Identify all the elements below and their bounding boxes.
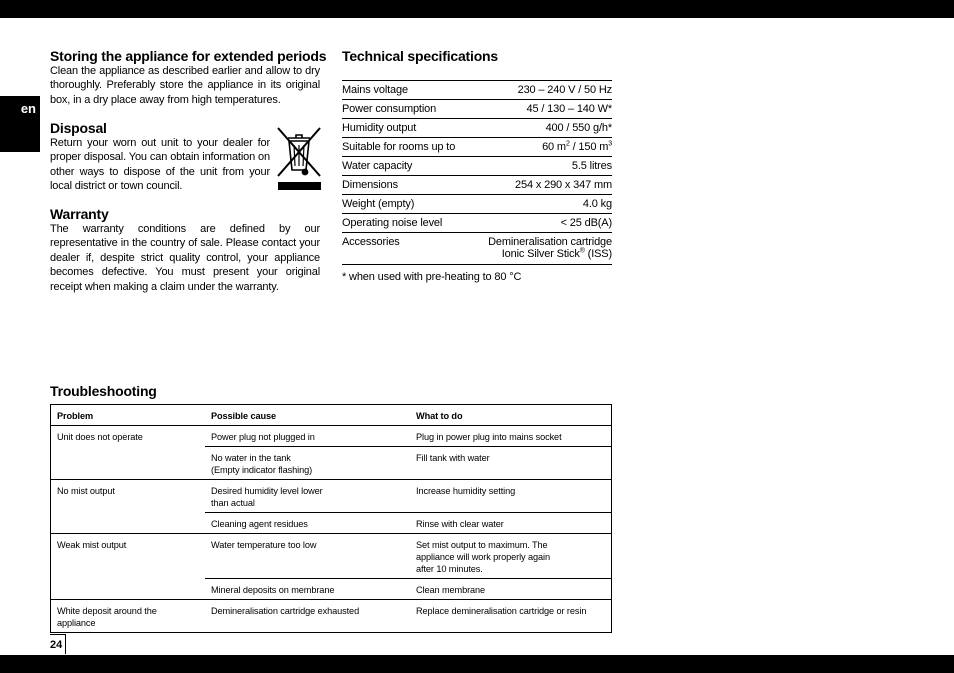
spec-value [471, 138, 612, 157]
language-tab: en [0, 96, 40, 152]
action-line: after 10 minutes. [416, 564, 483, 574]
table-header-row [51, 405, 612, 426]
action-cell: Clean membrane [410, 579, 612, 600]
specs-table [342, 80, 612, 265]
table-row [51, 534, 612, 579]
spec-label: Mains voltage [342, 81, 471, 100]
action-cell [410, 534, 612, 579]
header-action: What to do [410, 405, 612, 426]
spec-value: 230 – 240 V / 50 Hz [471, 81, 612, 100]
spec-row [342, 195, 612, 214]
spec-row [342, 100, 612, 119]
spec-row [342, 119, 612, 138]
problem-cell: No mist output [51, 480, 206, 534]
troubleshooting-table [50, 404, 612, 633]
spec-row [342, 138, 612, 157]
spec-value-part: (ISS) [584, 248, 612, 260]
specs-footnote: * when used with pre-heating to 80 °C [342, 271, 522, 283]
specs-heading: Technical specifications [342, 48, 498, 64]
spec-row [342, 81, 612, 100]
spec-value [471, 233, 612, 265]
registered-mark: ® [579, 247, 585, 255]
page-number: 24 [50, 634, 66, 654]
spec-row [342, 233, 612, 265]
action-cell: Fill tank with water [410, 447, 612, 480]
spec-value-part: Ionic Silver Stick [501, 248, 580, 260]
problem-line: appliance [57, 618, 96, 628]
top-bar [0, 0, 954, 18]
warranty-heading: Warranty [50, 206, 109, 222]
spec-label: Accessories [342, 233, 471, 265]
cause-line: Desired humidity level lower [211, 486, 323, 496]
action-line: Set mist output to maximum. The [416, 540, 548, 550]
action-cell: Rinse with clear water [410, 513, 612, 534]
cause-cell: Mineral deposits on membrane [205, 579, 410, 600]
cause-cell [205, 480, 410, 513]
cause-cell: Power plug not plugged in [211, 432, 315, 442]
spec-row [342, 157, 612, 176]
bottom-bar [0, 655, 954, 673]
problem-line: White deposit around the [57, 606, 157, 616]
cause-line: (Empty indicator flashing) [211, 465, 313, 475]
spec-value: < 25 dB(A) [471, 214, 612, 233]
action-cell: Increase humidity setting [410, 480, 612, 513]
spec-row [342, 214, 612, 233]
header-problem: Problem [51, 405, 206, 426]
header-cause: Possible cause [205, 405, 410, 426]
warranty-text: The warranty conditions are defined by our representative in the country of sale. Please contact your dealer if, despite strict quality control, your appliance becomes defective. You must present your original receipt when making a claim under the warranty. [50, 223, 320, 293]
spec-value: 5.5 litres [471, 157, 612, 176]
spec-row [342, 176, 612, 195]
spec-label: Power consumption [342, 100, 471, 119]
spec-value: 254 x 290 x 347 mm [471, 176, 612, 195]
spec-superscript: 2 [565, 140, 570, 148]
cause-cell: Cleaning agent residues [205, 513, 410, 534]
table-row [51, 600, 612, 633]
action-line: appliance will work properly again [416, 552, 550, 562]
spec-value-part: 60 m [542, 141, 566, 153]
cause-line: than actual [211, 498, 255, 508]
disposal-text: Return your worn out unit to your dealer for proper disposal. You can obtain information on other ways to dispose of the unit from your local district or town council. [50, 137, 270, 193]
spec-superscript: 3 [608, 140, 612, 148]
troubleshooting-heading: Troubleshooting [50, 383, 157, 399]
table-row [51, 426, 612, 447]
spec-label: Weight (empty) [342, 195, 471, 214]
spec-value: 45 / 130 – 140 W* [471, 100, 612, 119]
table-row [51, 480, 612, 513]
storing-text: Clean the appliance as described earlier and allow to dry thoroughly. Preferably store the appliance in its original box, in a dry place away from high temperatures. [50, 65, 320, 106]
cause-cell [205, 447, 410, 480]
spec-label: Dimensions [342, 176, 471, 195]
spec-label: Humidity output [342, 119, 471, 138]
spec-label: Water capacity [342, 157, 471, 176]
problem-cell [51, 600, 206, 633]
problem-cell: Unit does not operate [57, 432, 143, 442]
spec-label: Suitable for rooms up to [342, 138, 471, 157]
cause-line: No water in the tank [211, 453, 291, 463]
spec-value: 4.0 kg [471, 195, 612, 214]
cause-cell: Demineralisation cartridge exhausted [205, 600, 410, 633]
storing-heading: Storing the appliance for extended periods [50, 48, 327, 64]
spec-value-part: / 150 m [569, 141, 609, 153]
spec-value-line: Demineralisation cartridge [488, 236, 612, 248]
action-cell: Plug in power plug into mains socket [416, 432, 562, 442]
crossed-out-wheelie-bin-icon [276, 124, 322, 194]
action-cell: Replace demineralisation cartridge or resin [410, 600, 612, 633]
disposal-heading: Disposal [50, 120, 107, 136]
spec-value: 400 / 550 g/h* [471, 119, 612, 138]
spec-label: Operating noise level [342, 214, 471, 233]
cause-cell: Water temperature too low [205, 534, 410, 579]
problem-cell: Weak mist output [51, 534, 206, 600]
